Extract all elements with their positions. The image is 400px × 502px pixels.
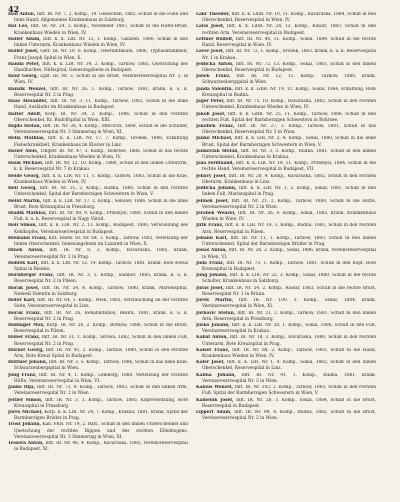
list-item [8, 335, 188, 347]
entry-text: Inft. k. k. LIR. Nr. 1, 4. Komp., Sokal, 1882, Schuß in den linken Oberschenkel, Reservespital in Linz. [202, 360, 376, 372]
list-item [196, 373, 376, 385]
list-item [196, 273, 376, 285]
entry-name: Janko Michael, [196, 136, 233, 142]
entry-text: Inft. IR. Nr. 12, 11. Komp., Tarnow, 1880, krank, Schwarzenbergspital in Wien. [202, 74, 376, 86]
entry-name: Jonas Anton, [196, 248, 227, 254]
entry-name: Hauer Alois, [8, 148, 39, 154]
entry-name: Hinek Anton, [8, 248, 44, 254]
list-item [8, 62, 188, 74]
list-item [196, 124, 376, 136]
list-item [196, 174, 376, 186]
entry-text: Inft. IR. Nr. 54, 4. Komp., Tarnow, 1880, krank, Marienspital, Nemedi Valentin in Salzburg. [14, 285, 188, 297]
entry-text: Inft. k. k. LdIR. Nr. 19, 11. Komp., Sokal, 1884, Erkältung, Rote Kreuzspital in Rudna. [202, 86, 376, 98]
entry-name: Haas Alexander, [8, 99, 48, 105]
list-item [196, 335, 376, 347]
entry-text: Korp. k. k. LIR. Nr. 24, 7. Komp., Krakau, 1881, krank, Spital der Barmherzigen Brüder in Prag. [14, 410, 188, 422]
entry-name: Jebavy Josef, [196, 173, 227, 179]
entry-text: Inft. IR. Nr. 3, 3. Komp., Rudna, 1881, Schuß in den linken Unterschenkel, Krankenhaus in Krakau. [202, 148, 376, 161]
list-item [8, 12, 188, 24]
list-item [8, 99, 188, 111]
list-item [8, 441, 188, 453]
entry-name: Kalous Wenzel, [196, 385, 233, 391]
entry-text: Inft. k. k. LIR. Nr. 12, 1. Komp., Galizien, 1880, Schuß in den linken Unterarm, Krankenhaus Wieden in Wien, IV. [14, 36, 188, 49]
entry-name: Jung Johann, [196, 273, 228, 279]
entry-name: Tross Johann, [8, 422, 41, 428]
list-item [196, 161, 376, 173]
entry-name: Heint Martin, [8, 198, 42, 204]
entry-name: Haller Josef, [8, 49, 39, 55]
list-item [196, 211, 376, 223]
entry-text: Inft. k. k. LIR. Nr. 34, 2. Komp., Tarnów, 1885, Quetschung des Handbuches, Hilfsspital, Genesungsheim in Budapest. [14, 61, 188, 73]
entry-text: Kan. FKR. Nr. 14, 2. Batt., Schuß in den linken Unterschenkel und Quetschung der rechten Rippen und des rechten Ellenbogens, Vereinsreservespital Nr. 3 Simmering in Wien, XI. [14, 422, 188, 440]
list-item [8, 136, 188, 148]
list-item [8, 298, 188, 310]
list-item [196, 348, 376, 360]
entry-text: Titlgefr. IR. Nr. 47, 3. Komp., Rohrsee, 1886, Schuß in das rechte Unterschenkel, Krankenhaus Wieden in Wien, IV. [14, 148, 188, 161]
entry-name: Had Anton, [8, 12, 36, 17]
list-item [8, 124, 188, 136]
entry-text: Inft. k. k. LIR. Nr. 20, 1. Komp., Sokal, 1886, Schuß in den Fuß, Vereinsreservespital in Krakau. [202, 322, 376, 335]
list-item [8, 74, 188, 86]
entry-name: Jedlicka Johann, [196, 186, 237, 192]
list-item [196, 186, 376, 198]
entry-name: Horak Franz, [8, 310, 42, 316]
list-item [196, 311, 376, 323]
entry-name: Hai Leo, [8, 24, 29, 30]
list-item [196, 298, 376, 310]
list-item [8, 199, 188, 211]
entry-text: Inft. IR. Nr. 40, 11. Komp., Sokal, 1884, Schuß in die rechte Hand, Reservespital in Wien, IV. [202, 36, 376, 49]
list-item [8, 161, 188, 173]
entry-name: Kaler Josef, [196, 360, 225, 366]
entry-text: Inft. k. k. LIR. Nr. 11, 1. Komp., Tarnow, 1883, Schuß in die Knie, Krankenhaus Wieden in Wien, IV. [14, 173, 188, 185]
entry-name: Hauk Michael, [8, 161, 44, 167]
entry-name: Jerabek Wenzel, [196, 211, 236, 216]
list-item [196, 62, 376, 74]
entry-text: Inft. IR. Nr. 21, 2. Komp., Rudna, 1880, Schuß in den rechten Unterschenkel, Spital der Barmherzigen Schwestern in Wien, V. [14, 186, 188, 198]
entry-name: Jedlicka Anton, [196, 61, 234, 67]
entry-text: Inft. IR. Nr. 28, 3. Komp., Sokal, 1884, Schuß in die Brust, Reservespital in Budapest. [202, 397, 376, 409]
list-item [196, 37, 376, 49]
entry-text: Inft. IR. Nr. 7, 2. Komp., 19. Gezeichen, 1882, Schuß in die Füße und linke Hand, Allgemeines Krankenhaus in Salzburg. [14, 12, 188, 24]
entry-name: Huttner Johann, [8, 360, 48, 366]
list-item [8, 360, 188, 372]
entry-name: Halter Adolf, [8, 111, 42, 117]
list-item [196, 49, 376, 61]
list-item [8, 348, 188, 360]
entry-text: Inft. IR. Nr. 3, 3. Komp., Tarnow, 1885, Kopfverletzung, Rote Kreuzspital in Pressburg. [14, 397, 188, 409]
list-item [196, 261, 376, 273]
entry-text: Inft. k. k. LIR. Nr. 12, 14. Komp., Tarnow, 1881, krank, Rote Kreuz Spital in Bielsko. [14, 260, 188, 272]
entry-text: Inft. IR. Nr. 27, 3. Komp., Tarnow, 1881, Schuß in das Oberschenkel, Reservespital Nr. 3 in Wien. [202, 123, 376, 136]
entry-text: Inft. k. k. LdIR. Nr. 25, 11. Komp., Tarnow, 1886, Schuß in den rechten Fuß, Spital der Barmherzigen Schwestern in Rohrsee. [202, 111, 376, 123]
entry-name: Kalina Johann, [196, 372, 236, 378]
entry-name: Jurkovic Stefan, [196, 310, 236, 316]
list-item [8, 385, 188, 397]
list-item [8, 186, 188, 198]
list-item [8, 373, 188, 385]
entry-name: Hornberger Franz, [8, 273, 55, 279]
list-item [8, 49, 188, 61]
entry-text: Inft. k. k. LIR. Nr. 17, 2. Komp., Sokolov, 1886, Schuß in die linke Brust, Rote Kreuzspital in Pressburg. [14, 198, 188, 210]
list-item [8, 223, 188, 235]
entry-text: Gefr. IR. Nr. 19, 6. Komp., Oberdintmann, 1886, Typhuskrankheit, Franz Joseph Spital in Wien, X. [14, 49, 188, 61]
entry-name: Jager Peter, [196, 99, 225, 105]
entry-text: Inft. IR. Nr. 73, 1. Komp., Tarnow, 1881, Schuß in den Kopf, Rote Kreuzspital in Budapest. [202, 260, 376, 272]
entry-name: Johann Karl, [196, 235, 228, 241]
entry-text: Inft. k. k. LIR. Nr. 22, 3. Komp., Sokal, 1880, Schuß in die rechte Schulter, Krankenhaus in Salzburg. [202, 273, 376, 285]
entry-name: Jirik Franz, [196, 223, 224, 229]
page-number: 42 [8, 4, 20, 14]
entry-text: Inft. IR. Nr. 41, 2. Komp., Tarnow, 1880, Schuß in den rechten Arm, Rote Kreuz Spital in Budapest. [14, 347, 188, 360]
list-item [8, 174, 188, 186]
list-item [196, 24, 376, 36]
entry-name: Jores Michael, [8, 410, 43, 415]
entry-text: Inft. IR. Nr. 38, 4. Komp., Mitrovitz, 1888, Schuß in die Schulter, Vereinsreservespital Nr. 3 Simmering in Wien, XI. [14, 123, 188, 136]
entry-text: Inft. IR. Nr. 28, 4. Komp., Ravaruska, 1882, Schuß in den rechten Oberarm, Krankenhaus in Linz. [202, 173, 376, 185]
entry-name: Heide Georg, [8, 173, 41, 179]
entry-text: Inft. IR. Nr. 72, 1. Komp., Srodek, 1883, krank, k. u. k. Reservespital Nr. 1 in Krakau. [202, 49, 376, 61]
list-item [196, 12, 376, 24]
list-item [8, 211, 188, 223]
entry-name: Juda Franz, [196, 260, 225, 266]
list-item [196, 248, 376, 260]
entry-name: Jakubek Franz, [196, 123, 235, 129]
entry-name: Kabat Anton, [196, 335, 229, 341]
entry-name: Handa Peter, [8, 61, 41, 67]
entry-name: Hajda Stefan, [8, 123, 42, 129]
list-item [8, 410, 188, 422]
entry-text: Inft. IR. Nr. 64, 1. Komp., Wien, 1882, Verstauchung an der rechten Seite, Vereinsreservespital in Linz. [14, 298, 188, 310]
entry-text: Inft. IR. Nr. 18, 3. Komp., Ravaruska, 1880, Schuß in den rechten Unterarm, Rote Kreuzspital in Prag. [202, 335, 376, 347]
entry-text: Inft. IR. Nr. 4, 1. Komp., Lemberg, 1880, Verletzung der rechten Hüfte, Vereinsreservespital in Wien, VI. [14, 372, 188, 384]
entry-text: Inft. IR. Nr. 12, 10. Komp., 1880, Schuß in den linken Unterarm, k. k. Reservespital Nr. 7 in Krakau. [14, 161, 188, 173]
entry-name: Hoblek Karl, [8, 260, 39, 266]
entry-text: Inft. IR. Nr. 31, 1. Komp., Sirowa, 1882, Schuß in den linken Fuß, Reservespital Nr. 2 in Prag. [14, 335, 188, 347]
entry-text: Korp. IR. Nr. 34, 2. Komp., 1886, Schuß in den rechten Oberschenkel, Kr. Rudolfspital in Wien, XIII. [14, 111, 188, 123]
list-item [196, 410, 376, 422]
list-item [8, 422, 188, 441]
entry-name: Laver Josef, [196, 49, 225, 55]
entry-text: Inft. IR. Nr. 72, 13. Komp., Sokal, 1883, Schuß in den linken Oberschenkel, Reservespital in Budapest. [202, 61, 376, 73]
list-item [196, 398, 376, 410]
entry-name: Haller Adam, [8, 36, 41, 42]
entry-text: Inft. IR. Nr. 3, 5. Komp., Sambor, 1885, krank, k. u. k. Reservespital Nr. 2 in Pilsen. [14, 273, 188, 285]
entry-text: Inft. k. k. LIR. Nr. 2, 13. Komp., Budapest, 1880, Verwundung des Kehlkopfes, Vereinsreservespital in Budapest. [14, 223, 188, 235]
entry-name: Holl Simon, [8, 223, 37, 229]
entry-name: Jelinek Josef, [196, 198, 229, 204]
list-item [8, 149, 188, 161]
entry-text: Inft. IR. Nr. 80, 9. Komp., Przemysl, 1880, Schuß in den linken Fuß, k. u. k. Reservespital in Nagy Várad. [14, 211, 188, 223]
list-item [196, 99, 376, 111]
entry-name: Tessera Anton, [8, 441, 44, 447]
entry-text: Inft. k. k. LdIR. Nr. 24, 13. Komp., Rawar, 1883, Schuß in den rechten Arm, Vereinsreservespital in Budapest. [202, 24, 376, 36]
entry-name: Kaiser Franz, [196, 347, 230, 353]
list-item [8, 286, 188, 298]
list-item [196, 323, 376, 335]
entry-name: Huber Franz, [8, 335, 41, 341]
entry-text: Inft. IR. Nr. 26, 1. Komp., Tarnow, 1881, krank, k. u. k. Reservespital Nr. 2 in Prag. [14, 86, 188, 98]
entry-name: Laiss Josef, [196, 24, 225, 30]
list-item [8, 87, 188, 99]
list-item [196, 385, 376, 397]
entry-text: Inft. IR. Nr. 26, Rehabilitation, Bezirk, 1881, krank, k. u. k. Reservespital Nr. 2 in Prag. [14, 310, 188, 322]
entry-text: Inft. IR. Nr. 8, 3. Komp., Ravaruska, 1885, krank, Vereinsreservespital Nr. 2 in Prag. [14, 248, 188, 260]
entry-name: Lippert Adam, [196, 410, 232, 415]
list-item [8, 248, 188, 260]
entry-text: Inft. IR. Nr. 3, 11. Komp., Tarnow, 1882, Schuß in die linke Hand, Ausläufer im Krankenhaus in Budapest. [14, 99, 188, 111]
entry-name: Jonek Franz, [196, 74, 231, 80]
entry-name: Hladik Mathias, [8, 211, 47, 216]
list-item [8, 273, 188, 285]
entry-text: Inft. k. k. LIR. Nr. 2, 4. Komp., Sokal, 1880, Schuß in die linke Brust, Spital der Barmherzigen Schwestern in Wien, V. [202, 136, 376, 148]
entry-name: Jeitler Simon, [8, 397, 43, 403]
entry-text: Inft. IR. Nr. 21, 2. Komp., Tarnow, 1880, Schuß in die Hüfte, Vereinsreservespital Nr. 2 in Wien. [202, 198, 376, 210]
entry-name: Jankoviak Stefan, [196, 148, 239, 154]
list-item [8, 37, 188, 49]
left-column [8, 12, 188, 454]
right-column [196, 12, 376, 422]
entry-name: Hürner Georg, [8, 347, 44, 353]
entry-text: Inft. k. k. LdIR. Nr. 10, 11. Komp., Ravaruska, 1884, Schuß in den Oberschenkel, Reservespital in Wien, IV. [202, 12, 376, 24]
list-item [196, 112, 376, 124]
entry-text: Inft. IR. Nr. 73, 8. Komp., Tarnow, 1883, Schuß in den linken Arm, Vereinsreservespital Nr. 2 in Wien. [14, 385, 188, 397]
entry-text: Inft. IR. Nr. 54, 2. Komp., Rawar, 1883, Schuß in die rechte Brust, Reservespital Nr. 1 in Brünn. [202, 285, 376, 297]
entry-text: Inft. IR. Nr. 91, 1. Komp., Rudna, 1881, krank, Vereinsreservespital Nr. 3 in Wien. [202, 372, 376, 384]
entry-name: Janda Valentin, [196, 86, 233, 92]
entry-text: Inft. IR. Nr. 100, 3. Komp., Sokal, 1884, krank, Vereinsreservespital in Wien, XI. [202, 298, 376, 310]
entry-name: Jaxa Ferdinand, [196, 161, 234, 167]
list-item [196, 87, 376, 99]
list-item [196, 360, 376, 372]
entry-name: Juras Josef, [196, 285, 224, 291]
list-item [8, 24, 188, 36]
entry-name: Hanzik Wenzel, [8, 86, 47, 92]
entry-text: Inft. IR. Nr. 28, 2. Komp., Sokal, 1886, krank, Vereinsreservespital in Wien, VI. [202, 248, 376, 260]
list-item [8, 112, 188, 124]
entry-name: Jurek Martin, [196, 298, 234, 304]
entry-text: Inft. IR. Nr. 31, 2. Komp., Tarnow, 1881, Schuß in den linken Arm, Reservespital in Pressburg. [202, 310, 376, 322]
entry-text: Inft. IR. Nr. 3, 5. Komp., Tarnow, 1886, Schuß in das linke Knie, Schwarzenbergspital in Wien. [14, 360, 188, 372]
entry-text: Inft. IR. Nr. 75, 10. Komp., Ravaruska, 1882, Schuß in den rechten Unterschenkel, Krankenhaus Wieden in Wien, IV. [202, 99, 376, 111]
entry-name: Jakob Josef, [196, 111, 226, 117]
entry-name: Janko Ilija, [8, 385, 35, 391]
entry-text: Inft. IR. Nr. 24, 2. Komp., November 1887, Schuß in die Hüfte-Brust, Krankenhaus Wieden in Wien, IV. [14, 24, 188, 36]
entry-text: Kdt. Feldw. IR. Nr. 64, 1. Komp., Tarnow, 1882, Verletzung der linken Oberschenkel, Genesungsheim im Lazarett in Wien, X. [14, 235, 188, 248]
entry-name: Hanf Georg, [8, 74, 39, 80]
list-item [8, 261, 188, 273]
entry-name: Kamenik Josef, [196, 397, 234, 403]
entry-text: Inft. k. k. LIR. Nr. 19, 11. Komp., Przemysl, 1884, Schuß in die rechte Hand, Vereinsreservespital in Budapest, VII. [202, 161, 376, 173]
entry-text: Inft. IR. Nr. 96, 4. Komp., Ravaruska, 1883, Vereinsreservespital in Budapest, XI. [14, 441, 188, 453]
entry-text: Inft. k. k. LIR. Nr. 14, 3. Komp., Rudna, 1881, Schuß in den rechten Arm, Reservespital in Pilsen. [202, 223, 376, 235]
entry-text: Inft. IR. Nr. 36, 4. Komp., Sokal, 1885, krank, Krankenhaus Wieden in Wien, IV. [202, 211, 376, 223]
entry-text: Inft. IR. Nr. 84, 2. Komp., Tarnow, 1883, Schuß in die Hand, Krankenhaus Wieden in Wien, IV. [202, 347, 376, 360]
entry-name: Leitner Rudolf, [196, 36, 234, 42]
entry-text: Inft. IR. Nr. 102, 2. Komp., Tarnow, 1885, Schuß in den rechten Fuß, Spital der Barmherzigen Schwestern in Wien, V. [202, 385, 376, 397]
entry-name: Hubinger Max, [8, 322, 45, 328]
list-item [196, 74, 376, 86]
entry-text: Zgsf. IR. Nr. 3, Schuß in die Brust, Vereinsreservespital Nr. 3, in Wien, IV. [14, 74, 188, 86]
list-item [8, 311, 188, 323]
list-item [196, 236, 376, 248]
entry-text: Inft. IR. Nr. 99, 4. Komp., Rudna, 1882, Schuß in die Brust, Vereinsreservespital Nr. 2 in Wien. [202, 410, 376, 422]
entry-name: Jung Franz, [8, 372, 37, 378]
entry-name: Lahr Theodor, [196, 12, 230, 17]
entry-text: Inft. IR. Nr. 11, 1. Komp., Tarnow, 1883, Schuß in den linken Unterschenkel, Spital der Barmherzigen Brüder in Prag. [202, 235, 376, 248]
list-item [8, 236, 188, 248]
entry-text: Inft. k. k. LIR. Nr. 1, 2. Komp., Sokal, 1881, Schuß in den linken Fuß, Marienspital in Prag. [202, 186, 376, 198]
entry-name: Hella Mathias, [8, 136, 45, 142]
entry-text: Korp. IR. Nr. 26, 2. Komp., Borkow, 1886, Schuß in die Brust, Reservespital in Pilsen. [14, 322, 188, 335]
list-item [196, 149, 376, 161]
entry-name: Heil Georg, [8, 186, 37, 192]
list-item [196, 199, 376, 211]
list-item [196, 286, 376, 298]
list-item [8, 398, 188, 410]
entry-text: Inft. k. k. LIR. Nr. 17, 7. Komp., Grodek, 1886, Erkältung Fieberkrankheit, Krankenhaus im Kloster in Linz. [14, 136, 188, 148]
list-item [196, 223, 376, 235]
entry-name: Horak Josef, [8, 285, 40, 291]
entry-name: Hiemann Franz, [8, 235, 47, 241]
entry-name: Hofer Karl, [8, 298, 36, 304]
list-item [8, 323, 188, 335]
list-item [196, 136, 376, 148]
entry-name: Jusko Johann, [196, 322, 230, 328]
